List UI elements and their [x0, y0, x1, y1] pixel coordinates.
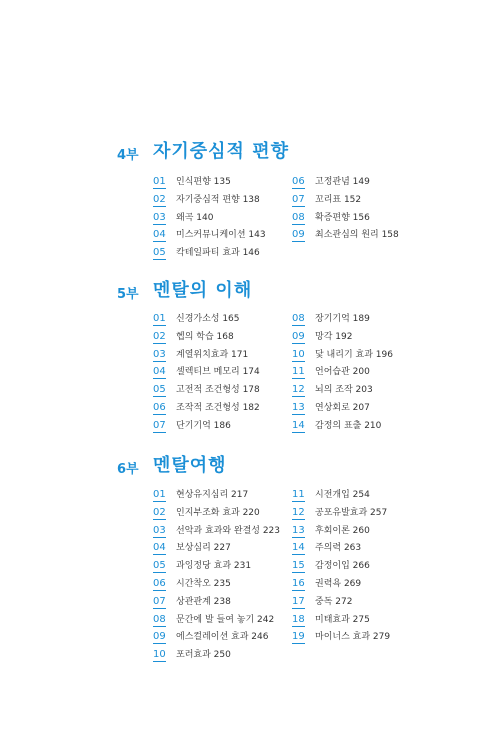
entry-number: 10 — [153, 646, 176, 664]
entry-number: 05 — [153, 557, 176, 575]
entry-number: 17 — [292, 593, 315, 611]
entry-number: 03 — [153, 522, 176, 540]
entry-number: 12 — [292, 504, 315, 522]
toc-entry[interactable] — [153, 310, 260, 328]
entry-number: 03 — [153, 209, 176, 227]
entry-title: 고정관념 149 — [315, 177, 370, 187]
toc-entry[interactable] — [292, 539, 390, 557]
entry-number: 11 — [292, 363, 315, 381]
toc-entry[interactable] — [292, 417, 393, 435]
toc-entry[interactable] — [292, 593, 390, 611]
toc-entry[interactable] — [292, 346, 393, 364]
entry-number: 13 — [292, 399, 315, 417]
entry-number: 12 — [292, 381, 315, 399]
toc-entry[interactable] — [153, 363, 260, 381]
toc-entry[interactable] — [153, 381, 260, 399]
entry-number: 02 — [153, 504, 176, 522]
entry-title: 장기기억 189 — [315, 314, 370, 324]
entry-number: 04 — [153, 363, 176, 381]
toc-entry[interactable] — [153, 399, 260, 417]
entry-title: 인식편향 135 — [176, 177, 231, 187]
toc-column-right — [292, 486, 390, 646]
entry-title: 과잉정당 효과 231 — [176, 561, 252, 572]
toc-entry[interactable] — [292, 381, 393, 399]
entry-title: 뇌의 조작 203 — [315, 385, 373, 396]
toc-entry[interactable] — [292, 557, 390, 575]
entry-number: 07 — [292, 191, 315, 209]
entry-title: 미스커뮤니케이션 143 — [176, 230, 266, 241]
entry-number: 14 — [292, 539, 315, 557]
part-number: 5부 — [117, 287, 139, 302]
toc-entry[interactable] — [292, 611, 390, 629]
entry-number: 01 — [153, 486, 176, 504]
entry-title: 미태효과 275 — [315, 614, 370, 625]
entry-title: 감정의 표출 210 — [315, 420, 382, 431]
entry-title: 왜곡 140 — [176, 212, 214, 223]
part-title: 자기중심적 편향 — [153, 141, 289, 162]
toc-entry[interactable] — [153, 486, 280, 504]
toc-entry[interactable] — [292, 191, 399, 209]
entry-title: 포러효과 250 — [176, 650, 231, 661]
entry-title: 고전적 조건형성 178 — [176, 385, 260, 396]
entry-number: 08 — [292, 310, 315, 328]
toc-entry[interactable] — [153, 539, 280, 557]
entry-title: 상관관계 238 — [176, 596, 231, 607]
toc-entry[interactable] — [153, 191, 266, 209]
entry-title: 마이너스 효과 279 — [315, 632, 391, 643]
entry-number: 16 — [292, 575, 315, 593]
entry-number: 09 — [292, 226, 315, 244]
entry-number: 09 — [153, 628, 176, 646]
entry-number: 10 — [292, 346, 315, 364]
toc-entry[interactable] — [153, 575, 280, 593]
entry-title: 신경가소성 165 — [176, 314, 240, 324]
entry-title: 시간착오 235 — [176, 578, 231, 589]
entry-number: 11 — [292, 486, 315, 504]
toc-entry[interactable] — [153, 522, 280, 540]
entry-title: 계열위치효과 171 — [176, 349, 249, 360]
entry-title: 에스컬레이션 효과 246 — [176, 632, 269, 643]
entry-number: 09 — [292, 328, 315, 346]
toc-entry[interactable] — [292, 504, 390, 522]
entry-title: 공포유발효과 257 — [315, 507, 388, 518]
entry-title: 권력욕 269 — [315, 578, 362, 589]
entry-number: 18 — [292, 611, 315, 629]
toc-entry[interactable] — [292, 486, 390, 504]
entry-title: 주의력 263 — [315, 543, 362, 554]
entry-title: 망각 192 — [315, 331, 353, 342]
toc-entry[interactable] — [153, 557, 280, 575]
entry-title: 인지부조화 효과 220 — [176, 507, 260, 518]
entry-title: 연상회로 207 — [315, 402, 370, 413]
entry-number: 04 — [153, 539, 176, 557]
entry-title: 보상심리 227 — [176, 543, 231, 554]
entry-number: 05 — [153, 244, 176, 262]
entry-title: 선악과 효과와 완결성 223 — [176, 525, 281, 536]
toc-entry[interactable] — [292, 310, 393, 328]
entry-number: 08 — [153, 611, 176, 629]
entry-number: 07 — [153, 417, 176, 435]
entry-title: 꼬리표 152 — [315, 194, 362, 205]
entry-title: 후회이론 260 — [315, 525, 370, 536]
toc-entry[interactable] — [292, 209, 399, 227]
toc-entry[interactable] — [153, 328, 260, 346]
toc-entry[interactable] — [153, 646, 280, 664]
entry-number: 05 — [153, 381, 176, 399]
toc-column-left — [153, 310, 260, 435]
entry-number: 06 — [153, 399, 176, 417]
toc-entry[interactable] — [153, 593, 280, 611]
entry-title: 감정이입 266 — [315, 561, 370, 572]
entry-title: 시전개입 254 — [315, 490, 370, 500]
toc-entry[interactable] — [153, 209, 266, 227]
entry-number: 15 — [292, 557, 315, 575]
entry-number: 04 — [153, 226, 176, 244]
toc-entry[interactable] — [153, 504, 280, 522]
toc-entry[interactable] — [153, 173, 266, 191]
toc-entry[interactable] — [292, 226, 399, 244]
entry-title: 조작적 조건형성 182 — [176, 402, 260, 413]
entry-number: 01 — [153, 173, 176, 191]
entry-number: 03 — [153, 346, 176, 364]
entry-number: 07 — [153, 593, 176, 611]
entry-title: 헵의 학습 168 — [176, 331, 234, 342]
toc-entry[interactable] — [153, 611, 280, 629]
toc-entry[interactable] — [292, 328, 393, 346]
toc-entry[interactable] — [292, 628, 390, 646]
entry-number: 02 — [153, 328, 176, 346]
entry-title: 현상유지심리 217 — [176, 490, 249, 500]
entry-title: 칵테일파티 효과 146 — [176, 248, 260, 259]
entry-number: 06 — [292, 173, 315, 191]
entry-title: 언어습관 200 — [315, 367, 370, 378]
entry-title: 셀렉티브 메모리 174 — [176, 367, 260, 378]
entry-title: 확증편향 156 — [315, 212, 370, 223]
entry-number: 01 — [153, 310, 176, 328]
toc-entry[interactable] — [292, 173, 399, 191]
entry-title: 닻 내리기 효과 196 — [315, 349, 393, 360]
part-number: 6부 — [117, 462, 139, 477]
entry-title: 최소관심의 원리 158 — [315, 230, 399, 241]
entry-number: 14 — [292, 417, 315, 435]
entry-number: 13 — [292, 522, 315, 540]
toc-entry[interactable] — [292, 399, 393, 417]
toc-entry[interactable] — [153, 628, 280, 646]
entry-number: 08 — [292, 209, 315, 227]
entry-title: 문간에 발 들여 놓기 242 — [176, 614, 275, 625]
entry-number: 02 — [153, 191, 176, 209]
part-title: 멘탈의 이해 — [153, 280, 253, 301]
part-title: 멘탈여행 — [153, 455, 227, 476]
toc-entry[interactable] — [292, 575, 390, 593]
toc-entry[interactable] — [153, 417, 260, 435]
toc-entry[interactable] — [153, 244, 266, 262]
toc-entry[interactable] — [153, 346, 260, 364]
toc-column-right — [292, 310, 393, 435]
part-number: 4부 — [117, 148, 139, 163]
entry-title: 자기중심적 편향 138 — [176, 194, 260, 205]
toc-entry[interactable] — [292, 522, 390, 540]
entry-number: 19 — [292, 628, 315, 646]
toc-entry[interactable] — [153, 226, 266, 244]
entry-title: 단기기억 186 — [176, 420, 231, 431]
toc-column-right — [292, 173, 399, 244]
entry-title: 중독 272 — [315, 596, 353, 607]
toc-column-left — [153, 486, 280, 664]
toc-entry[interactable] — [292, 363, 393, 381]
entry-number: 06 — [153, 575, 176, 593]
toc-column-left — [153, 173, 266, 262]
